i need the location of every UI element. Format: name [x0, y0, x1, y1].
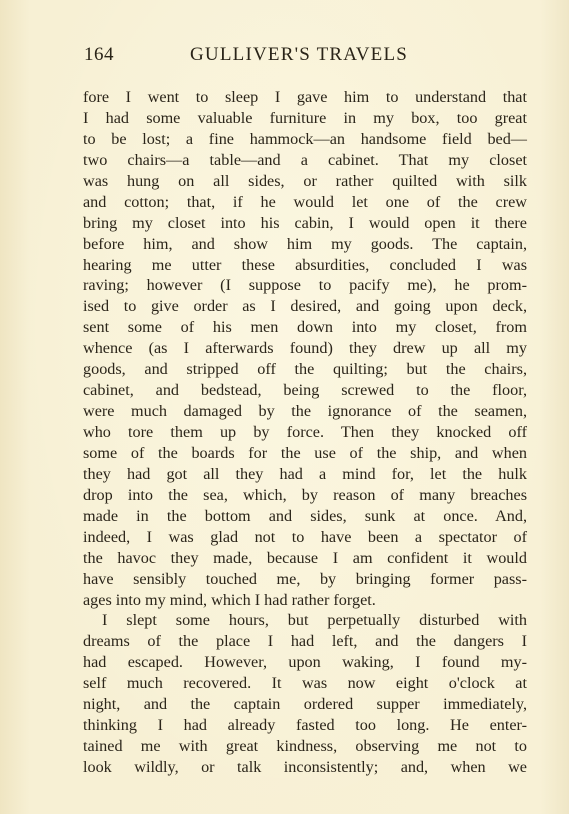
text-line: bring my closet into his cabin, I would open it there: [83, 213, 527, 232]
text-line: self much recovered. It was now eight o'clock at: [83, 674, 527, 693]
text-line: fore I went to sleep I gave him to understand that: [83, 88, 527, 106]
text-line: thinking I had already fasted too long. He enter-: [83, 716, 527, 735]
text-line: the havoc they made, because I am confident it would: [83, 548, 527, 567]
text-line: hearing me utter these absurdities, concluded I was: [83, 255, 527, 274]
text-line: they had got all they had a mind for, let the hulk: [83, 464, 527, 483]
text-line: night, and the captain ordered supper immediately,: [83, 695, 527, 714]
text-line: raving; however (I suppose to pacify me), he prom-: [83, 276, 527, 295]
text-line: ages into my mind, which I had rather forget.: [83, 590, 376, 609]
text-line: look wildly, or talk inconsistently; and, when we: [83, 758, 527, 776]
text-line: made in the bottom and sides, sunk at once. And,: [83, 506, 527, 525]
text-line: two chairs—a table—and a cabinet. That my closet: [83, 150, 527, 169]
text-line: have sensibly touched me, by bringing former pass-: [83, 569, 527, 588]
text-line: before him, and show him my goods. The captain,: [83, 234, 527, 253]
paragraph-first-line: I slept some hours, but perpetually disturbed with: [102, 611, 527, 630]
text-line: drop into the sea, which, by reason of many breaches: [83, 485, 527, 504]
text-line: dreams of the place I had left, and the dangers I: [83, 632, 527, 651]
text-line: and cotton; that, if he would let one of the crew: [83, 192, 527, 211]
running-title: GULLIVER'S TRAVELS: [190, 44, 409, 65]
text-line: indeed, I was glad not to have been a spectator of: [83, 527, 527, 546]
text-line: whence (as I afterwards found) they drew up all my: [83, 339, 527, 358]
text-line: tained me with great kindness, observing me not to: [83, 737, 527, 756]
text-line: some of the boards for the use of the ship, and when: [83, 443, 527, 462]
text-line: was hung on all sides, or rather quilted with silk: [83, 171, 527, 190]
text-line: to be lost; a fine hammock—an handsome field bed—: [83, 129, 527, 148]
text-line: who tore them up by force. Then they knocked off: [83, 423, 527, 441]
text-line: I had some valuable furniture in my box, too great: [83, 108, 527, 127]
page-number: 164: [84, 44, 114, 65]
text-line: cabinet, and bedstead, being screwed to the floor,: [83, 381, 527, 400]
text-line: were much damaged by the ignorance of the seamen,: [83, 402, 527, 421]
text-line: sent some of his men down into my closet, from: [83, 318, 527, 337]
text-line: ised to give order as I desired, and going upon deck,: [83, 297, 527, 316]
body-text: [83, 87, 527, 778]
text-line: goods, and stripped off the quilting; but the chairs,: [83, 360, 527, 379]
page-header: [84, 44, 524, 68]
text-line: had escaped. However, upon waking, I found my-: [83, 653, 527, 672]
